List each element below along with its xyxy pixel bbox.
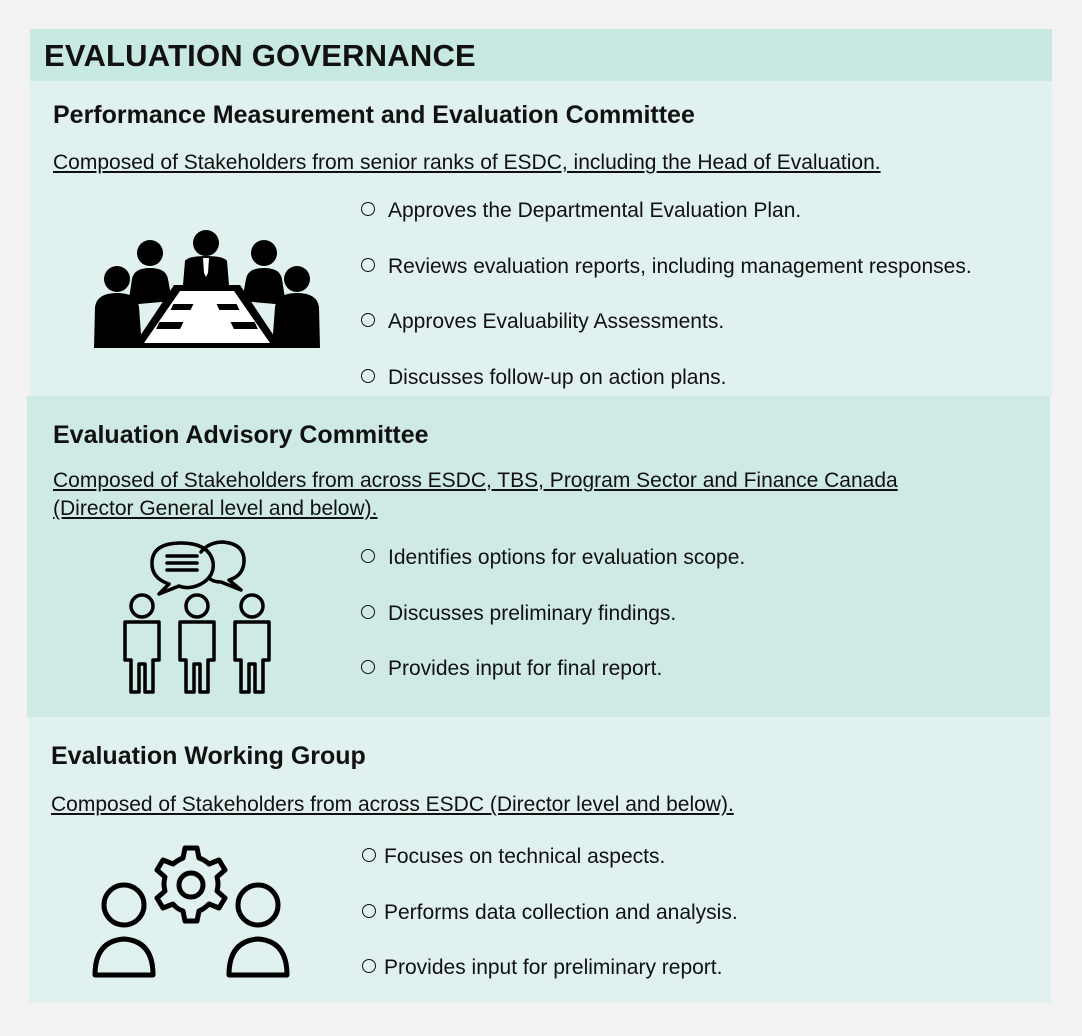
circle-bullet-icon: [361, 660, 375, 674]
section-title: Evaluation Working Group: [51, 742, 366, 770]
header-bar: [30, 29, 1052, 81]
circle-bullet-icon: [361, 202, 375, 216]
section-description: Composed of Stakeholders from across ESDC (Director level and below).: [51, 793, 734, 816]
list-item: Provides input for final report.: [361, 657, 662, 681]
team-gear-icon: [91, 845, 293, 979]
circle-bullet-icon: [362, 904, 376, 918]
circle-bullet-icon: [362, 848, 376, 862]
list-item: Approves the Departmental Evaluation Plan.: [361, 199, 801, 223]
circle-bullet-icon: [362, 959, 376, 973]
section-description: Composed of Stakeholders from across ESDC, TBS, Program Sector and Finance Canada (Director General level and below).: [53, 469, 898, 520]
circle-bullet-icon: [361, 369, 375, 383]
section-ewg: [29, 717, 1051, 1003]
circle-bullet-icon: [361, 605, 375, 619]
section-title: Performance Measurement and Evaluation Committee: [53, 101, 695, 129]
list-item: Provides input for preliminary report.: [362, 956, 722, 980]
discussion-group-icon: [117, 538, 277, 696]
section-eac: [27, 396, 1050, 717]
section-pmec: [30, 81, 1052, 396]
list-item: Discusses preliminary findings.: [361, 602, 676, 626]
list-item: Approves Evaluability Assessments.: [361, 310, 724, 334]
circle-bullet-icon: [361, 313, 375, 327]
list-item: Reviews evaluation reports, including management responses.: [361, 255, 972, 279]
list-item: Focuses on technical aspects.: [362, 845, 665, 869]
section-description: Composed of Stakeholders from senior ranks of ESDC, including the Head of Evaluation.: [53, 151, 881, 174]
section-title: Evaluation Advisory Committee: [53, 421, 429, 449]
list-item: Discusses follow-up on action plans.: [361, 366, 727, 390]
list-item: Identifies options for evaluation scope.: [361, 546, 745, 570]
circle-bullet-icon: [361, 549, 375, 563]
page-title: EVALUATION GOVERNANCE: [44, 38, 476, 73]
circle-bullet-icon: [361, 258, 375, 272]
list-item: Performs data collection and analysis.: [362, 901, 738, 925]
meeting-table-icon: [92, 227, 322, 349]
